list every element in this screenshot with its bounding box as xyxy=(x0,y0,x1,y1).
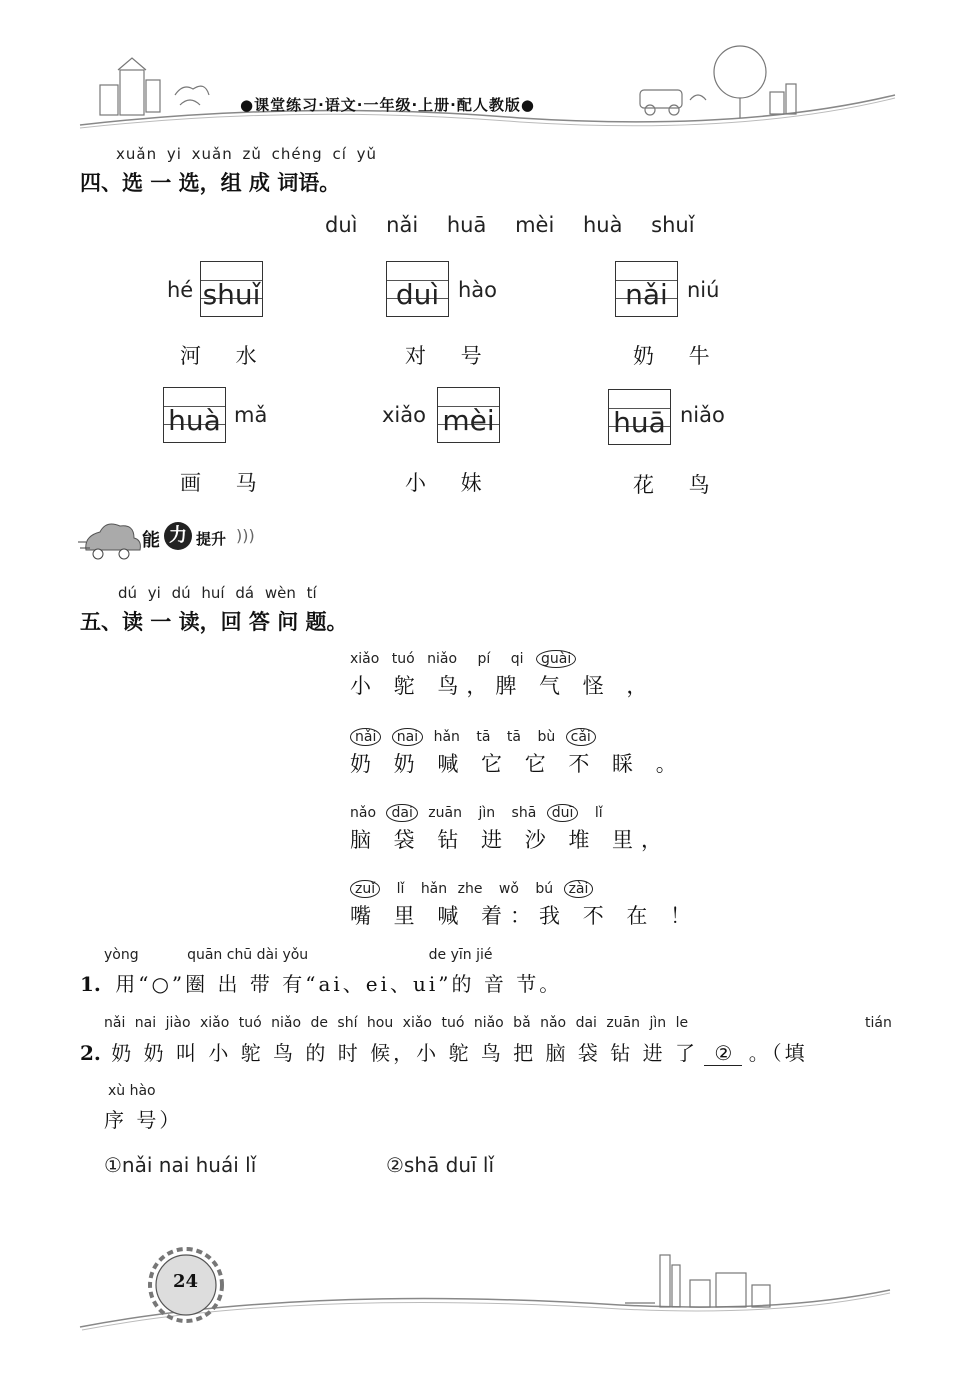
answer-text: nǎi xyxy=(625,278,668,311)
answer-box[interactable] xyxy=(163,387,226,443)
poem-line-1 xyxy=(350,650,656,728)
pinyin-syllable: hǎn xyxy=(433,729,460,745)
ripple-decoration: ))) xyxy=(236,526,255,545)
item-suffix: niǎo xyxy=(680,403,725,427)
section4-title: 四、选 一 选，组 成 词语。 xyxy=(80,171,341,195)
pinyin-syllable: jìn xyxy=(478,805,496,821)
question-text: 用“○”圈 出 带 有“ai、ei、ui”的 音 节。 xyxy=(115,972,563,996)
item-suffix: hào xyxy=(458,278,498,302)
question-text: 奶 奶 叫 小 鸵 鸟 的 时 候，小 鸵 鸟 把 脑 袋 钻 进 了 xyxy=(111,1041,698,1065)
circled-syllable[interactable]: zuǐ xyxy=(350,880,380,898)
option-2[interactable]: ②shā duī lǐ xyxy=(386,1153,495,1177)
poem-text: 小 鸵 鸟，脾 气 怪 ， xyxy=(350,674,656,698)
pinyin-syllable: shā xyxy=(511,805,537,821)
item-hanzi: 小 妹 xyxy=(405,471,496,495)
question-number: 1. xyxy=(80,972,101,996)
section4-title-pinyin: xuǎn yi xuǎn zǔ chéng cí yǔ xyxy=(116,145,378,163)
question-number: 2. xyxy=(80,1041,101,1065)
ability-char: 能 xyxy=(142,530,160,551)
word-bank-item: huà xyxy=(582,213,623,237)
word-bank-item: huā xyxy=(446,213,487,237)
q2-pinyin-tian: tián xyxy=(865,1015,892,1031)
answer-box[interactable] xyxy=(608,389,671,445)
footer-decoration xyxy=(0,1235,979,1335)
pinyin-syllable: hǎn xyxy=(420,881,448,897)
pinyin-syllable: lǐ xyxy=(594,805,603,821)
section5-title: 五、读 一 读，回 答 问 题。 xyxy=(80,610,348,634)
poem-line-4 xyxy=(350,880,700,956)
item-hanzi: 奶 牛 xyxy=(633,344,724,368)
circled-syllable[interactable]: guài xyxy=(536,650,576,668)
q2-pinyin-line2: xù hào xyxy=(108,1083,156,1099)
poem-line-3 xyxy=(350,804,671,880)
pinyin-syllable: qi xyxy=(510,651,524,667)
pinyin-syllable: tuó xyxy=(391,651,415,667)
question-1 xyxy=(80,968,562,997)
poem-text: 奶 奶 喊 它 它 不 睬 。 xyxy=(350,752,685,776)
header-decoration xyxy=(0,40,979,130)
car-cloud-icon xyxy=(78,518,148,562)
ability-banner xyxy=(78,518,278,562)
item-hanzi: 花 鸟 xyxy=(633,473,724,497)
question-tail: 。（填 xyxy=(748,1041,808,1065)
question-2-line2: 序 号） xyxy=(104,1108,183,1132)
pinyin-syllable: bù xyxy=(537,729,556,745)
poem-text: 嘴 里 喊 着：我 不 在 ！ xyxy=(350,904,700,928)
pinyin-syllable: yòng xyxy=(104,947,139,963)
circled-syllable[interactable]: cǎi xyxy=(566,728,596,746)
pinyin-syllable: de yīn jié xyxy=(428,947,493,963)
ability-char-circled: 力 xyxy=(164,522,192,550)
pinyin-syllable: zuān xyxy=(428,805,462,821)
pinyin-syllable: quān chū dài yǒu xyxy=(187,947,309,963)
pinyin-syllable: tā xyxy=(506,729,521,745)
poem-text: 脑 袋 钻 进 沙 堆 里， xyxy=(350,828,671,852)
answer-text: huā xyxy=(613,406,666,439)
item-prefix: xiǎo xyxy=(382,403,426,427)
answer-text: duì xyxy=(395,278,440,311)
pinyin-syllable: niǎo xyxy=(427,651,458,667)
circled-syllable[interactable]: duī xyxy=(547,804,579,822)
answer-text: mèi xyxy=(442,404,495,437)
page-number: 24 xyxy=(173,1271,199,1292)
circled-syllable[interactable]: nai xyxy=(392,728,423,746)
poem xyxy=(350,650,700,956)
q1-pinyin xyxy=(104,947,492,963)
item-hanzi: 河 水 xyxy=(180,344,271,368)
section5-title-pinyin: dú yi dú huí dá wèn tí xyxy=(118,584,317,602)
pinyin-syllable: xiǎo xyxy=(350,651,380,667)
answer-box[interactable] xyxy=(386,261,449,317)
answer-box[interactable] xyxy=(437,387,500,443)
circled-syllable[interactable]: nǎi xyxy=(350,728,381,746)
word-bank-item: mèi xyxy=(515,213,555,237)
circled-syllable[interactable]: dai xyxy=(386,804,417,822)
item-prefix: hé xyxy=(167,278,194,302)
item-suffix: mǎ xyxy=(234,403,268,427)
pinyin-syllable: zhe xyxy=(457,881,483,897)
poem-line-2 xyxy=(350,728,685,804)
item-suffix: niú xyxy=(687,278,720,302)
item-hanzi: 画 马 xyxy=(180,471,271,495)
answer-blank[interactable]: ② xyxy=(704,1041,742,1066)
answer-box[interactable] xyxy=(615,261,678,317)
word-bank xyxy=(325,213,695,237)
answer-text: shuǐ xyxy=(202,278,261,311)
answer-box[interactable] xyxy=(200,261,263,317)
item-hanzi: 对 号 xyxy=(405,344,496,368)
word-bank-item: duì xyxy=(325,213,358,237)
pinyin-syllable: pí xyxy=(477,651,491,667)
question-2 xyxy=(80,1037,808,1066)
pinyin-syllable: lǐ xyxy=(396,881,405,897)
circled-syllable[interactable]: zài xyxy=(564,880,594,898)
word-bank-item: shuǐ xyxy=(651,213,695,237)
header-title: ●课堂练习·语文·一年级·上册·配人教版● xyxy=(240,96,535,114)
pinyin-syllable: wǒ xyxy=(498,881,519,897)
word-bank-item: nǎi xyxy=(386,213,419,237)
q2-pinyin: nǎi nai jiào xiǎo tuó niǎo de shí hou xiǎo tuó niǎo bǎ nǎo dai zuān jìn le xyxy=(104,1015,689,1031)
pinyin-syllable: bú xyxy=(535,881,554,897)
ability-char: 提升 xyxy=(196,530,227,548)
option-1[interactable]: ①nǎi nai huái lǐ xyxy=(104,1153,257,1177)
answer-text: huà xyxy=(168,404,221,437)
pinyin-syllable: nǎo xyxy=(350,805,377,821)
pinyin-syllable: tā xyxy=(476,729,491,745)
